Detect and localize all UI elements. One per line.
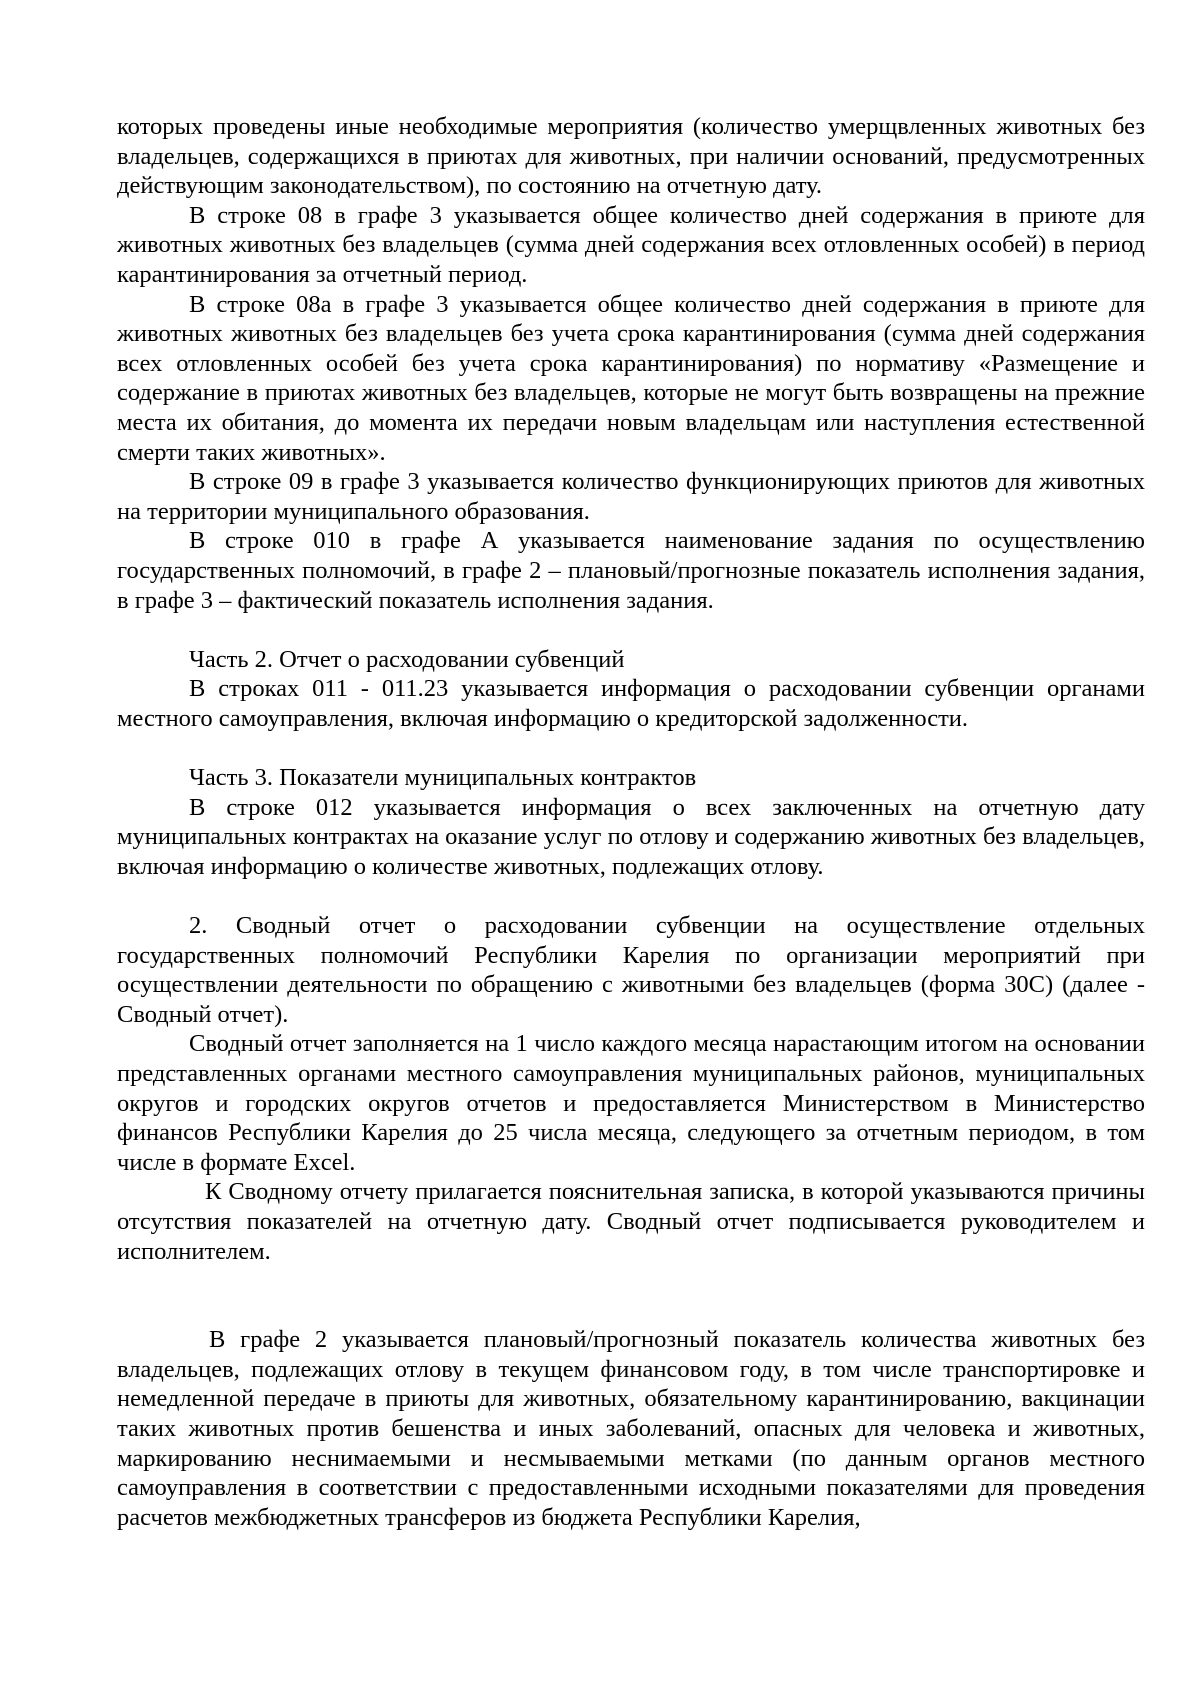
paragraph-summary-report: 2. Сводный отчет о расходовании субвенции на осуществление отдельных государственных полномочий Республики Карелия по организации мероприятий при осуществлении деятельности по обращению с животными без владельцев (форма 30С) (далее - Сводный отчет). (117, 912, 1145, 1028)
paragraph-row-09: В строке 09 в графе 3 указывается количество функционирующих приютов для животных на территории муниципального образования. (117, 468, 1145, 525)
paragraph-rows-011: В строках 011 - 011.23 указывается информация о расходовании субвенции органами местного самоуправления, включая информацию о кредиторской задолженности. (117, 675, 1145, 732)
paragraph-row-010: В строке 010 в графе А указывается наименование задания по осуществлению государственных полномочий, в графе 2 – плановый/прогнозные показатель исполнения задания, в графе 3 – фактический показатель исполнения задания. (117, 527, 1145, 614)
paragraph-summary-report-filling: Сводный отчет заполняется на 1 число каждого месяца нарастающим итогом на основании представленных органами местного самоуправления муниципальных районов, муниципальных округов и городских округов отчетов и предоставляется Министерством в Министерство финансов Республики Карелия до 25 числа месяца, следующего за отчетным периодом, в том числе в формате Excel. (117, 1030, 1145, 1176)
section-heading-part-3: Часть 3. Показатели муниципальных контрактов (189, 764, 697, 792)
paragraph-continuation: которых проведены иные необходимые мероприятия (количество умерщвленных животных без владельцев, содержащихся в приютах для животных, при наличии оснований, предусмотренных действующим законодательством), по состоянию на отчетную дату. (117, 113, 1145, 200)
paragraph-row-08a: В строке 08а в графе 3 указывается общее количество дней содержания в приюте для животных животных без владельцев без учета срока карантинирования (сумма дней содержания всех отловленных особей без учета срока карантинирования) по нормативу «Размещение и содержание в приютах животных без владельцев, которые не могут быть возвращены на прежние места их обитания, до момента их передачи новым владельцам или наступления естественной смерти таких животных». (117, 290, 1145, 466)
paragraph-row-012: В строке 012 указывается информация о всех заключенных на отчетную дату муниципальных контрактах на оказание услуг по отлову и содержанию животных без владельцев, включая информацию о количестве животных, подлежащих отлову. (117, 793, 1145, 880)
paragraph-column-2: В графе 2 указывается плановый/прогнозный показатель количества животных без владельцев, подлежащих отлову в текущем финансовом году, в том числе транспортировке и немедленной передаче в приюты для животных, обязательному карантинированию, вакцинации таких животных против бешенства и иных заболеваний, опасных для человека и животных, маркированию неснимаемыми и несмываемыми метками (по данным органов местного самоуправления в соответствии с предоставленными исходными показателями для проведения расчетов межбюджетных трансферов из бюджета Республики Карелия, (117, 1326, 1145, 1531)
section-heading-part-2: Часть 2. Отчет о расходовании субвенций (189, 645, 625, 673)
paragraph-explanatory-note: К Сводному отчету прилагается пояснительная записка, в которой указываются причины отсутствия показателей на отчетную дату. Сводный отчет подписывается руководителем и исполнителем. (117, 1178, 1145, 1265)
paragraph-row-08: В строке 08 в графе 3 указывается общее количество дней содержания в приюте для животных животных без владельцев (сумма дней содержания всех отловленных особей) в период карантинирования за отчетный период. (117, 201, 1145, 288)
document-page (117, 112, 1145, 1532)
